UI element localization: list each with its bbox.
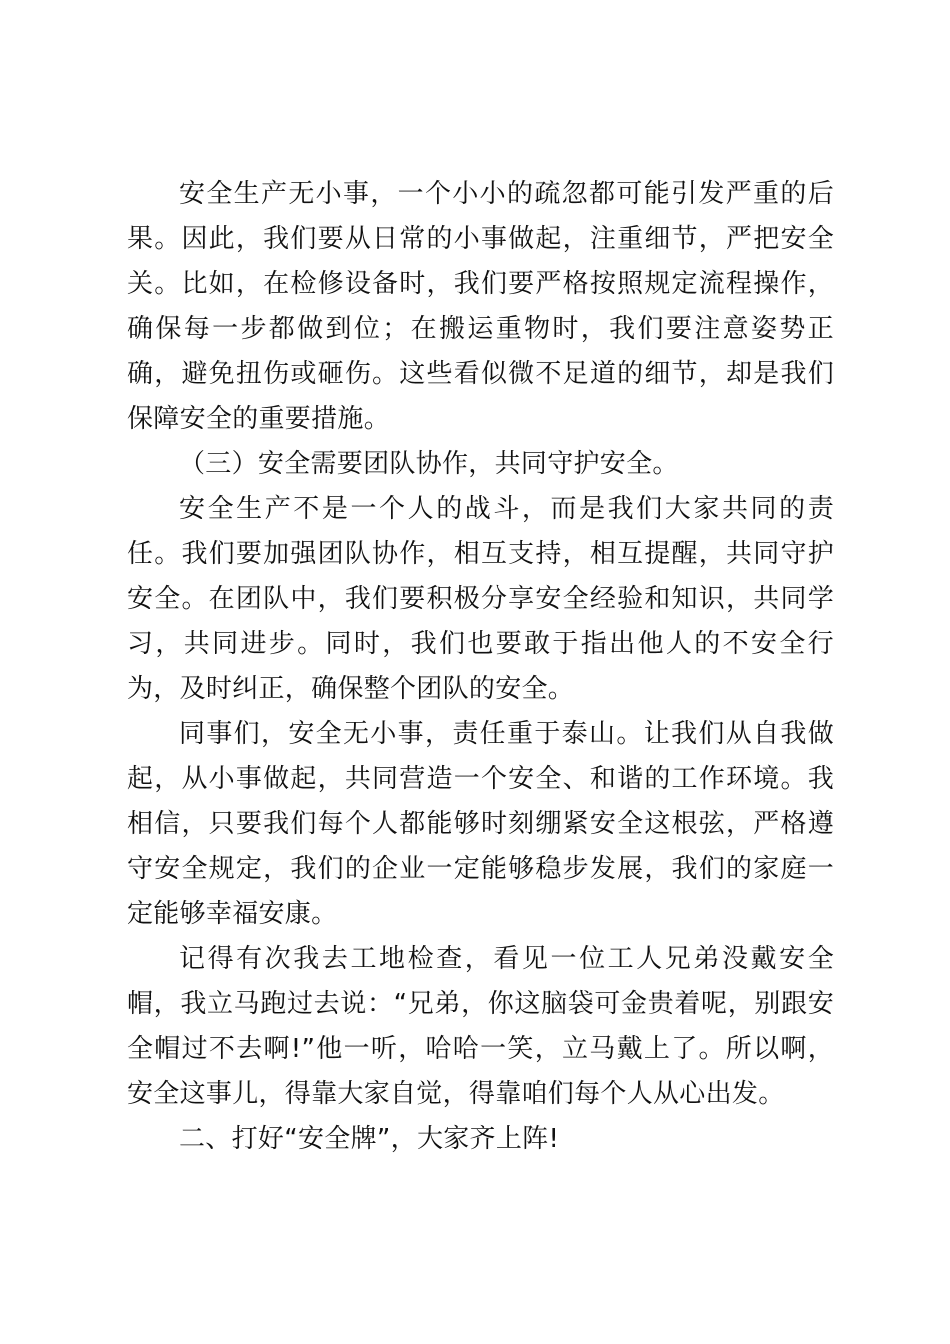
- paragraph-teamwork: 安全生产不是一个人的战斗，而是我们大家共同的责任。我们要加强团队协作，相互支持，相互提醒，共同守护安全。在团队中，我们要积极分享安全经验和知识，共同学习，共同进步。同时，我们也要敢于指出他人的不安全行为，及时纠正，确保整个团队的安全。: [127, 494, 834, 704]
- section-heading-safety-card: 二、打好“安全牌”，大家齐上阵!: [179, 1124, 560, 1154]
- paragraph-safety-details: 安全生产无小事，一个小小的疏忽都可能引发严重的后果。因此，我们要从日常的小事做起，注重细节，严把安全关。比如，在检修设备时，我们要严格按照规定流程操作，确保每一步都做到位；在搬运重物时，我们要注意姿势正确，避免扭伤或砸伤。这些看似微不足道的细节，却是我们保障安全的重要措施。: [127, 179, 834, 434]
- section-heading-teamwork: （三）安全需要团队协作，共同守护安全。: [179, 449, 679, 479]
- document-body: [127, 172, 834, 1162]
- paragraph-colleagues-call: 同事们，安全无小事，责任重于泰山。让我们从自我做起，从小事做起，共同营造一个安全、和谐的工作环境。我相信，只要我们每个人都能够时刻绷紧安全这根弦，严格遵守安全规定，我们的企业一定能够稳步发展，我们的家庭一定能够幸福安康。: [127, 719, 834, 929]
- paragraph-anecdote: 记得有次我去工地检查，看见一位工人兄弟没戴安全帽，我立马跑过去说：“兄弟，你这脑袋可金贵着呢，别跟安全帽过不去啊!”他一听，哈哈一笑，立马戴上了。所以啊，安全这事儿，得靠大家自觉，得靠咱们每个人从心出发。: [127, 944, 834, 1109]
